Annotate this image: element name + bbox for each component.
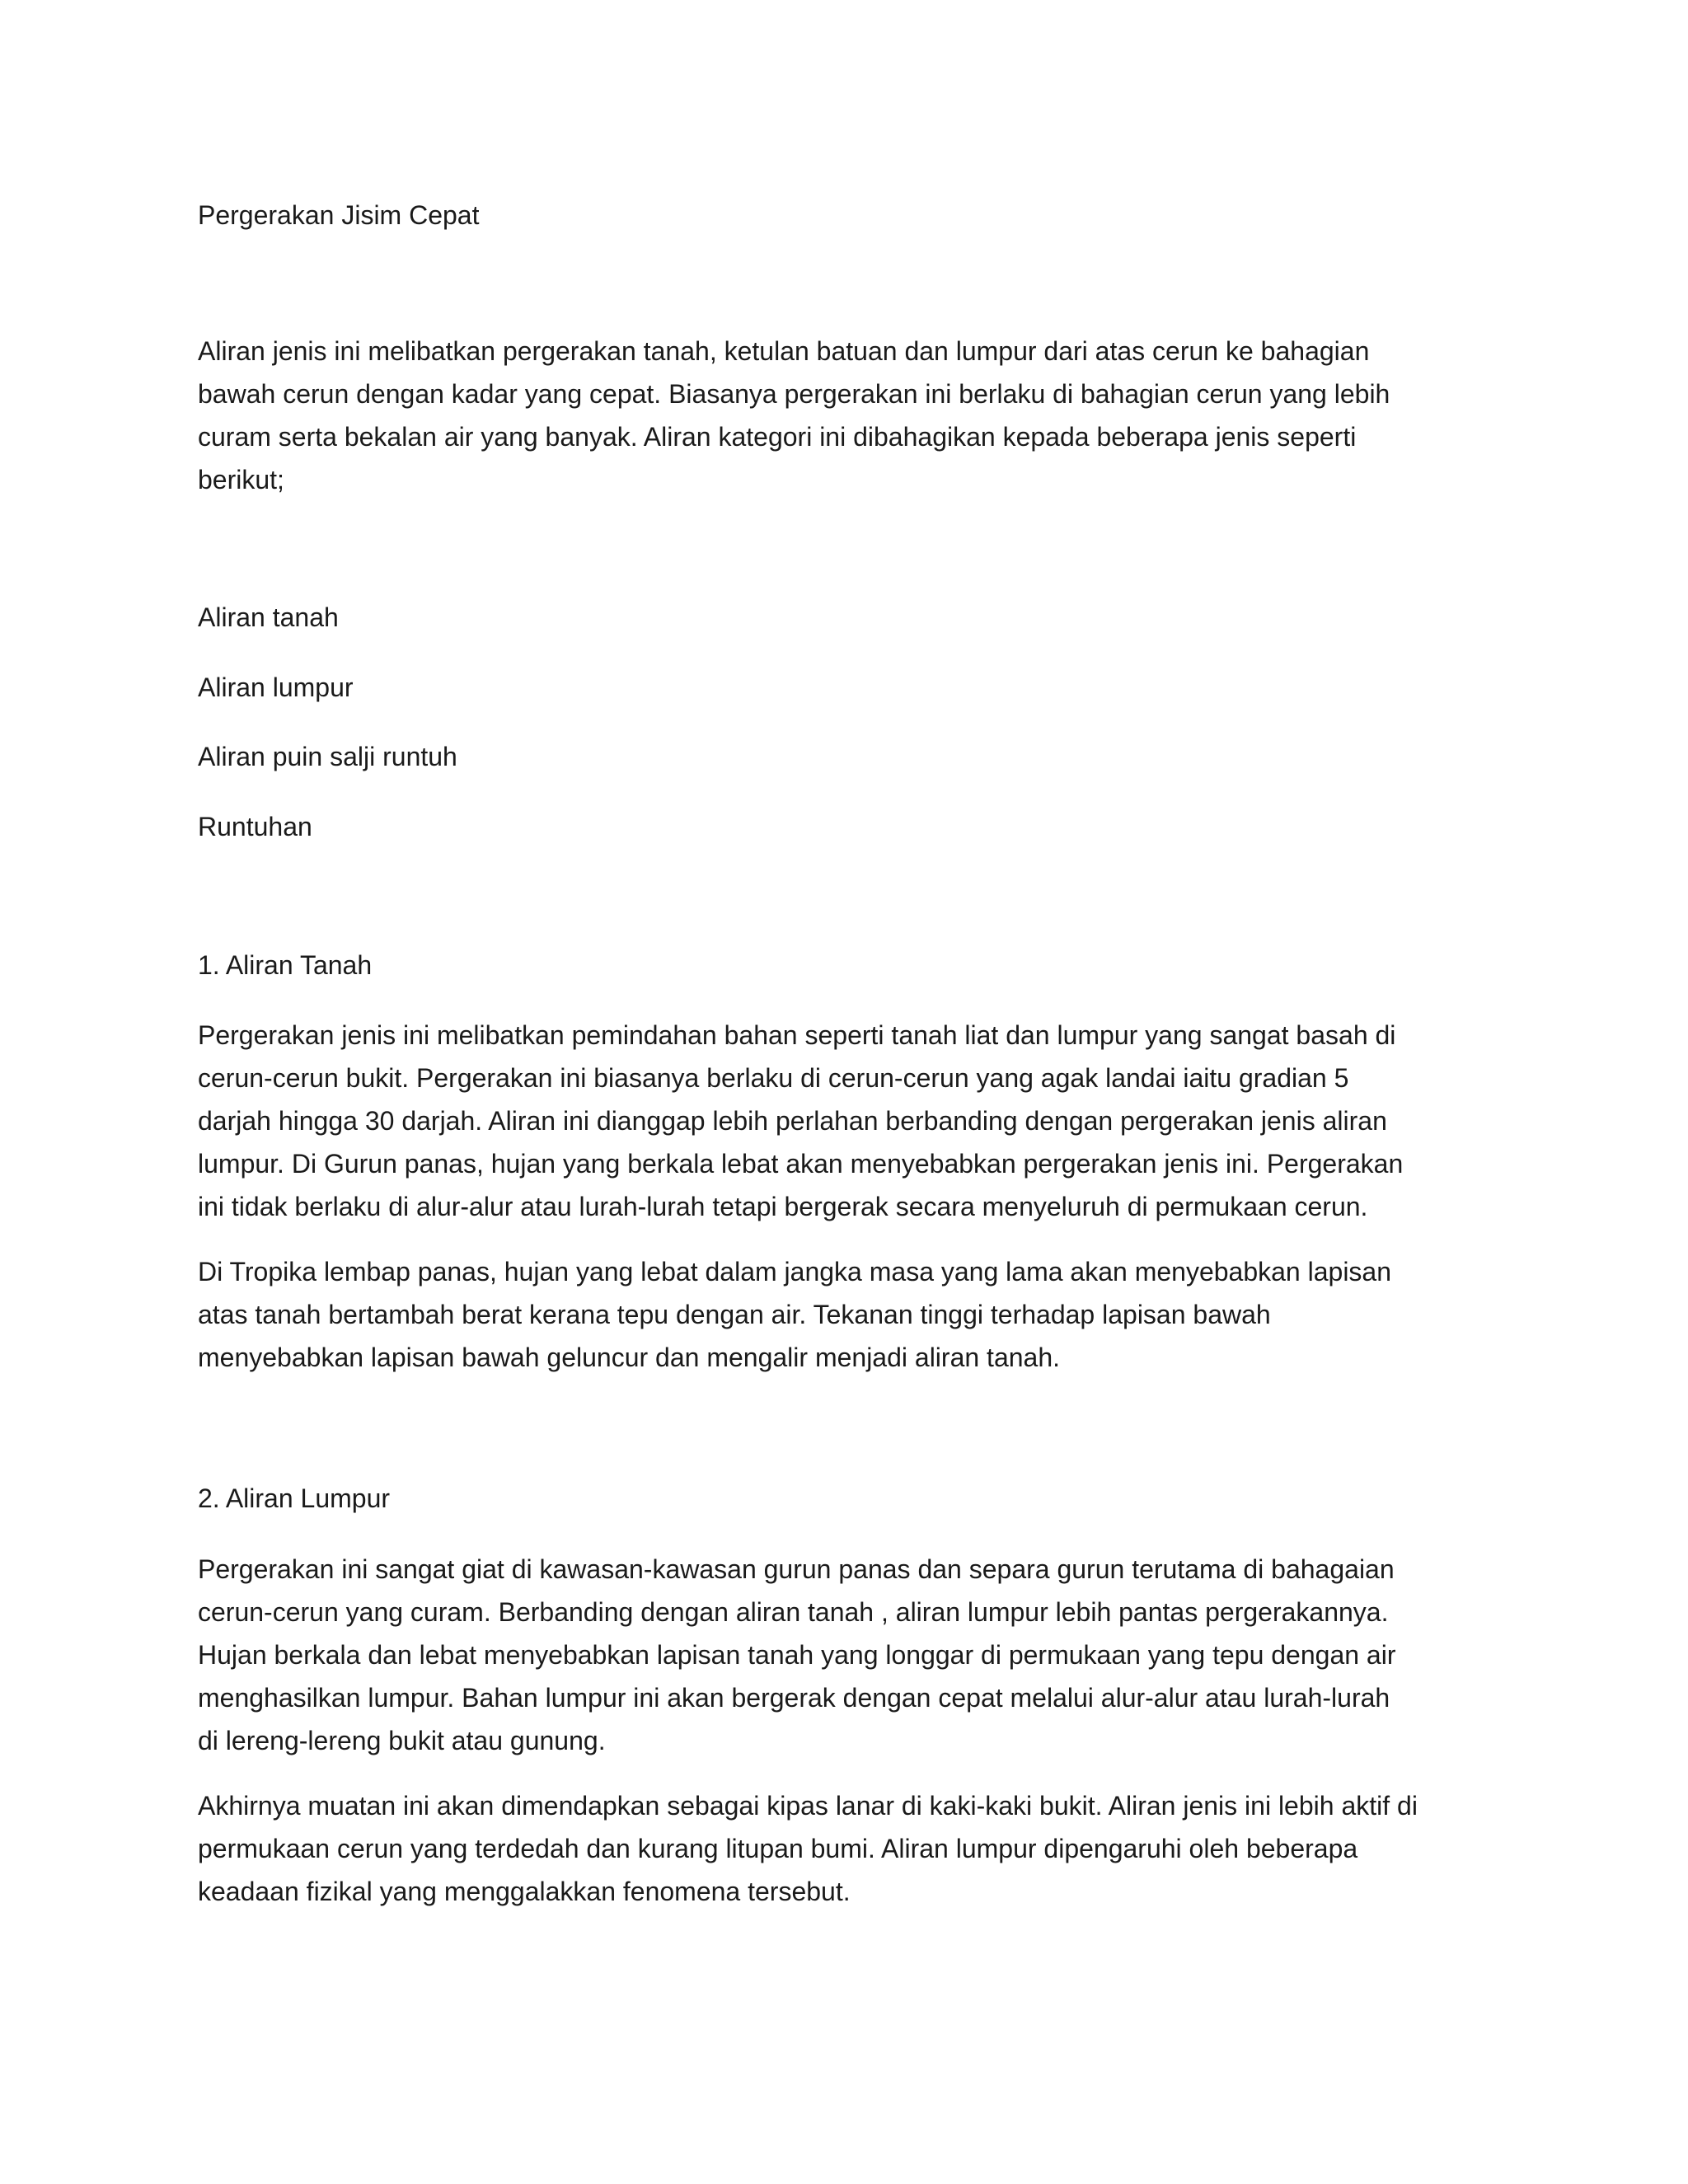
intro-paragraph bbox=[198, 330, 1500, 501]
paragraph-line: Akhirnya muatan ini akan dimendapkan sebagai kipas lanar di kaki-kaki bukit. Aliran jenis ini lebih aktif di bbox=[198, 1791, 1418, 1821]
paragraph-line: cerun-cerun yang curam. Berbanding dengan aliran tanah , aliran lumpur lebih pantas pergerakannya. bbox=[198, 1597, 1389, 1627]
list-item bbox=[198, 735, 1500, 778]
paragraph-line: Aliran jenis ini melibatkan pergerakan tanah, ketulan batuan dan lumpur dari atas cerun ke bahagian bbox=[198, 336, 1370, 366]
list-item bbox=[198, 666, 1500, 709]
page-title bbox=[198, 194, 1500, 237]
list-item-text: Aliran lumpur bbox=[198, 673, 354, 702]
paragraph-line: menghasilkan lumpur. Bahan lumpur ini akan bergerak dengan cepat melalui alur-alur atau lurah-lurah bbox=[198, 1683, 1390, 1713]
list-item-text: Aliran puin salji runtuh bbox=[198, 742, 457, 771]
paragraph-line: Pergerakan jenis ini melibatkan pemindahan bahan seperti tanah liat dan lumpur yang sangat basah di bbox=[198, 1020, 1396, 1050]
paragraph-line: lumpur. Di Gurun panas, hujan yang berkala lebat akan menyebabkan pergerakan jenis ini. Pergerakan bbox=[198, 1149, 1404, 1179]
list-item bbox=[198, 596, 1500, 639]
paragraph-line: Pergerakan ini sangat giat di kawasan-kawasan gurun panas dan separa gurun terutama di bahagaian bbox=[198, 1554, 1395, 1584]
paragraph-line: ini tidak berlaku di alur-alur atau lurah-lurah tetapi bergerak secara menyeluruh di permukaan cerun. bbox=[198, 1192, 1368, 1221]
paragraph-line: curam serta bekalan air yang banyak. Aliran kategori ini dibahagikan kepada beberapa jenis seperti bbox=[198, 422, 1357, 452]
list-item-text: Aliran tanah bbox=[198, 602, 339, 632]
section-paragraph bbox=[198, 1548, 1500, 1762]
paragraph-line: berikut; bbox=[198, 465, 284, 494]
section-paragraph bbox=[198, 1784, 1500, 1913]
paragraph-line: keadaan fizikal yang menggalakkan fenomena tersebut. bbox=[198, 1877, 851, 1906]
list-item bbox=[198, 805, 1500, 848]
paragraph-line: Hujan berkala dan lebat menyebabkan lapisan tanah yang longgar di permukaan yang tepu dengan air bbox=[198, 1640, 1396, 1670]
paragraph-line: menyebabkan lapisan bawah geluncur dan mengalir menjadi aliran tanah. bbox=[198, 1343, 1061, 1372]
paragraph-line: di lereng-lereng bukit atau gunung. bbox=[198, 1726, 606, 1755]
section-heading bbox=[198, 1477, 1500, 1520]
section-paragraph bbox=[198, 1014, 1500, 1228]
title-text: Pergerakan Jisim Cepat bbox=[198, 200, 480, 230]
paragraph-line: bawah cerun dengan kadar yang cepat. Biasanya pergerakan ini berlaku di bahagian cerun yang lebih bbox=[198, 379, 1390, 409]
paragraph-line: darjah hingga 30 darjah. Aliran ini dianggap lebih perlahan berbanding dengan pergerakan jenis aliran bbox=[198, 1106, 1387, 1136]
paragraph-line: permukaan cerun yang terdedah dan kurang litupan bumi. Aliran lumpur dipengaruhi oleh beberapa bbox=[198, 1834, 1358, 1863]
heading-text: 2. Aliran Lumpur bbox=[198, 1483, 391, 1513]
list-item-text: Runtuhan bbox=[198, 812, 312, 841]
paragraph-line: Di Tropika lembap panas, hujan yang lebat dalam jangka masa yang lama akan menyebabkan lapisan bbox=[198, 1257, 1392, 1286]
heading-text: 1. Aliran Tanah bbox=[198, 950, 373, 980]
section-heading bbox=[198, 944, 1500, 987]
section-paragraph bbox=[198, 1250, 1500, 1379]
paragraph-line: atas tanah bertambah berat kerana tepu dengan air. Tekanan tinggi terhadap lapisan bawah bbox=[198, 1300, 1271, 1329]
paragraph-line: cerun-cerun bukit. Pergerakan ini biasanya berlaku di cerun-cerun yang agak landai iaitu gradian 5 bbox=[198, 1063, 1349, 1093]
